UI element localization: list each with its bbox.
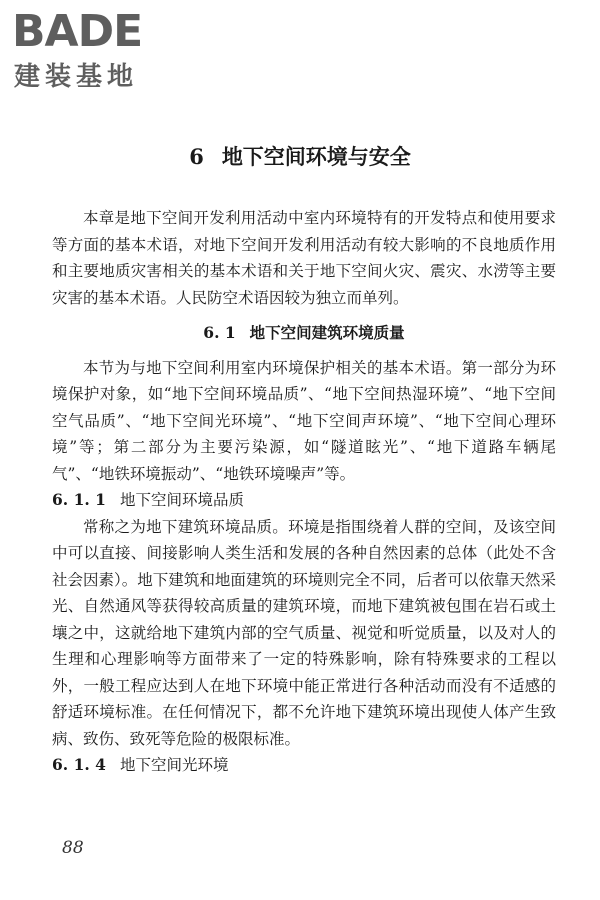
- term-heading: [52, 487, 556, 514]
- section-number: 6. 1: [203, 323, 236, 342]
- term-title: 地下空间光环境: [119, 756, 229, 774]
- section-title: 地下空间建筑环境质量: [249, 323, 405, 342]
- chapter-number: 6: [189, 144, 204, 169]
- chapter-title-text: 地下空间环境与安全: [221, 144, 411, 169]
- term-title: 地下空间环境品质: [119, 491, 244, 509]
- term-body-paragraph: 常称之为地下建筑环境品质。环境是指围绕着人群的空间，及该空间中可以直接、间接影响人类生活和发展的各种自然因素的总体（此处不含社会因素）。地下建筑和地面建筑的环境则完全不同，后者可以依靠天然采光、自然通风等获得较高质量的建筑环境，而地下建筑被包围在岩石或土壤之中，这就给地下建筑内部的空气质量、视觉和听觉质量，以及对人的生理和心理影响等方面带来了一定的特殊影响，除有特殊要求的工程以外，一般工程应达到人在地下环境中能正常进行各种活动而没有不适感的舒适环境标准。在任何情况下，都不允许地下建筑环境出现使人体产生致病、致伤、致死等危险的极限标准。: [52, 517, 556, 748]
- page-number: 88: [62, 838, 84, 858]
- chapter-title: [0, 142, 600, 172]
- page-content: [52, 205, 556, 779]
- term-number: 6. 1. 1: [52, 490, 106, 509]
- section-intro-paragraph: 本节为与地下空间利用室内环境保护相关的基本术语。第一部分为环境保护对象，如“地下空间环境品质”、“地下空间热湿环境”、“地下空间空气品质”、“地下空间光环境”、“地下空间声环境”、“地下空间心理环境”等；第二部分为主要污染源，如“隧道眩光”、“地下道路车辆尾气”、“地铁环境振动”、“地铁环境噪声”等。: [52, 358, 556, 483]
- term-number: 6. 1. 4: [52, 755, 106, 774]
- section-heading: [52, 320, 556, 347]
- logo-subtitle: 建装基地: [14, 62, 139, 92]
- intro-paragraph: 本章是地下空间开发利用活动中室内环境特有的开发特点和使用要求等方面的基本术语，对地下空间开发利用活动有较大影响的不良地质作用和主要地质灾害相关的基本术语和关于地下空间火灾、震灾、水涝等主要灾害的基本术语。人民防空术语因较为独立而单列。: [52, 209, 556, 307]
- term-heading: [52, 752, 556, 779]
- logo-brand-text: BADE: [12, 6, 143, 57]
